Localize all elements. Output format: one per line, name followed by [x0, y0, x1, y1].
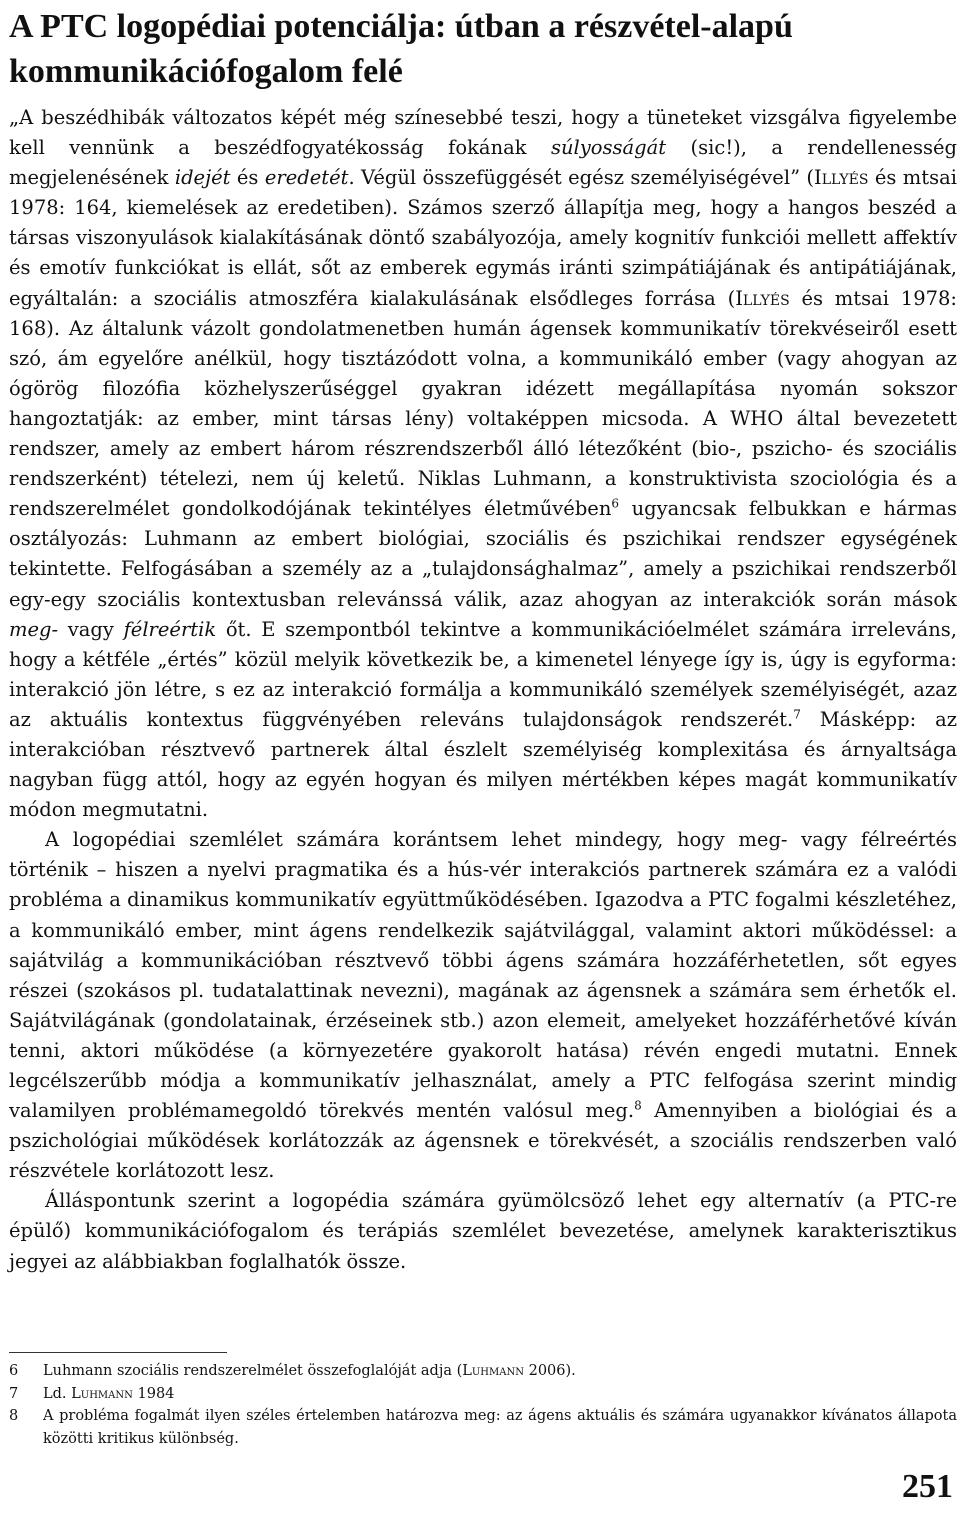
author-name: Luhmann	[462, 1363, 524, 1379]
text-run: vagy	[58, 617, 124, 641]
text-run: Álláspontunk szerint a logopédia számára gyümölcsöző lehet egy alternatív (a PTC-re épülő) kommunikációfogalom és terápiás szemlélet bevezetése, amelynek karakterisztikus jegyei az alábbiakban foglalhatók össze.	[9, 1189, 957, 1273]
text-run: Luhmann szociális rendszerelmélet összefoglalóját adja (	[43, 1363, 463, 1379]
emphasis: meg-	[9, 617, 59, 641]
footnote-ref-6[interactable]: 6	[611, 496, 620, 511]
text-run: A probléma fogalmát ilyen széles értelemben határozva meg: az ágens aktuális és számára ugyanakkor kívánatos állapota közötti kritikus különbség.	[43, 1408, 957, 1447]
emphasis: félreértik	[123, 617, 217, 641]
text-run: és	[230, 166, 265, 190]
text-run: Amennyiben a biológiai és a pszichológiai működések korlátozzák az ágensnek e törekvését, a szociális rendszerben való részvétele korlátozott lesz.	[9, 1099, 958, 1183]
footnote-number: 7	[9, 1385, 19, 1402]
footnote-separator	[9, 1352, 227, 1353]
paragraph-3	[9, 1186, 957, 1276]
paragraph-2	[9, 825, 957, 1186]
footnote-7	[9, 1383, 957, 1406]
footnote-6	[9, 1360, 957, 1383]
article-body	[9, 103, 957, 1277]
emphasis: idejét	[174, 166, 231, 190]
footnote-ref-7[interactable]: 7	[793, 707, 801, 722]
footnote-8	[9, 1405, 957, 1450]
author-name: Luhmann	[71, 1385, 133, 1402]
footnote-number: 8	[9, 1408, 19, 1424]
emphasis: súlyosságát	[550, 136, 667, 160]
footnote-number: 6	[9, 1363, 19, 1379]
emphasis: eredetét	[264, 166, 349, 190]
text-run: és mtsai 1978: 164, kiemelések az eredetiben). Számos szerző állapítja meg, hogy a hangos beszéd a társas viszonyulások kialakításának döntő szabályozója, amely kognitív funkciói mellett affektív és emotív funkciókat is ellát, sőt az emberek egymás iránti szimpátiájának és antipátiájának, egyáltalán: a szociális atmoszféra kialakulásának elsődleges forrása (	[9, 166, 957, 310]
paragraph-1	[9, 103, 957, 825]
author-name: Illyés	[735, 286, 790, 310]
article-title: A PTC logopédiai potenciálja: útban a részvétel-alapú kommunikációfogalom felé	[9, 8, 793, 90]
text-run: . Végül összefüggését egész személyiségével” (	[348, 166, 815, 190]
page-number: 251	[902, 1468, 953, 1505]
footnotes	[9, 1360, 957, 1450]
footnote-text	[43, 1405, 957, 1450]
footnote-text	[43, 1383, 957, 1406]
author-name: Illyés	[814, 166, 869, 190]
text-run: A logopédiai szemlélet számára korántsem lehet mindegy, hogy meg- vagy félreértés történik – hiszen a nyelvi pragmatika és a hús-vér interakciós partnerek számára ez a valódi probléma a dinamikus kommunikatív együttműködésében. Igazodva a PTC fogalmi készletéhez, a kommunikáló ember, mint ágens rendelkezik sajátvilággal, valamint aktori működéssel: a sajátvilág a kommunikációban résztvevő többi ágens számára hozzáférhetetlen, sőt egyes részei (szokásos pl. tudatalattinak nevezni), magának az ágensnek a számára sem érhetők el. Sajátvilágának (gondolatainak, érzéseinek stb.) azon elemeit, amelyeket hozzáférhetővé kíván tenni, aktori működése (a környezetére gyakorolt hatása) révén engedi mutatni. Ennek legcélszerűbb módja a kommunikatív jelhasználat, amely a PTC felfogása szerint mindig valamilyen problémamegoldó törekvés mentén valósul meg.	[9, 828, 957, 1123]
footnote-ref-8[interactable]: 8	[634, 1098, 642, 1113]
text-run: őt. E szempontból tekintve a kommunikációelmélet számára irreleváns, hogy a kétféle „értés” közül melyik következik be, a kimenetel lényege így is, úgy is egyforma: interakció jön létre, s ez az interakció formálja a kommunikáló személyek személyiségét, azaz az aktuális kontextus függvényében releváns tulajdonságok rendszerét.	[9, 617, 958, 731]
text-run: 2006).	[523, 1363, 576, 1379]
text-run: Ld.	[43, 1385, 72, 1402]
text-run: Másképp: az interakcióban résztvevő partnerek által észlelt személyiség komplexitása és árnyaltsága nagyban függ attól, hogy az egyén hogyan és milyen mértékben képes magát kommunikatív módon megmutatni.	[9, 707, 957, 822]
text-run: 1984	[132, 1385, 175, 1402]
text-run: ugyancsak felbukkan e hármas osztályozás: Luhmann az embert biológiai, szociális és pszichikai rendszer egységének tekintette. Felfogásában a személy az a „tulajdonsághalmaz”, amely a pszichikai rendszerből egy-egy szociális kontextusban relevánssá válik, azaz ahogyan az interakciók során mások	[9, 497, 957, 611]
footnote-text	[43, 1360, 957, 1383]
text-run: és mtsai 1978: 168). Az általunk vázolt gondolatmenetben humán ágensek kommunikatív törekvéseiről esett szó, ám egyelőre anélkül, hogy tisztázódott volna, a kommunikáló ember (vagy ahogyan az ógörög filozófia közhelyszerűséggel gyakran idézett megállapítása nyomán sokszor hangoztatják: az ember, mint társas lény) voltaképpen micsoda. A WHO által bevezetett rendszer, amely az embert három részrendszerből álló létezőként (bio-, pszicho- és szociális rendszerként) tételezi, nem új keletű. Niklas Luhmann, a konstruktivista szociológia és a rendszerelmélet gondolkodójának tekintélyes életművében	[9, 286, 957, 521]
text-run: (sic!), a rendellenesség megjelenésének	[9, 136, 958, 190]
text-run: „A beszédhibák változatos képét még színesebbé teszi, hogy a tüneteket vizsgálva figyelembe kell vennünk a beszédfogyatékosság fokának	[9, 106, 957, 160]
